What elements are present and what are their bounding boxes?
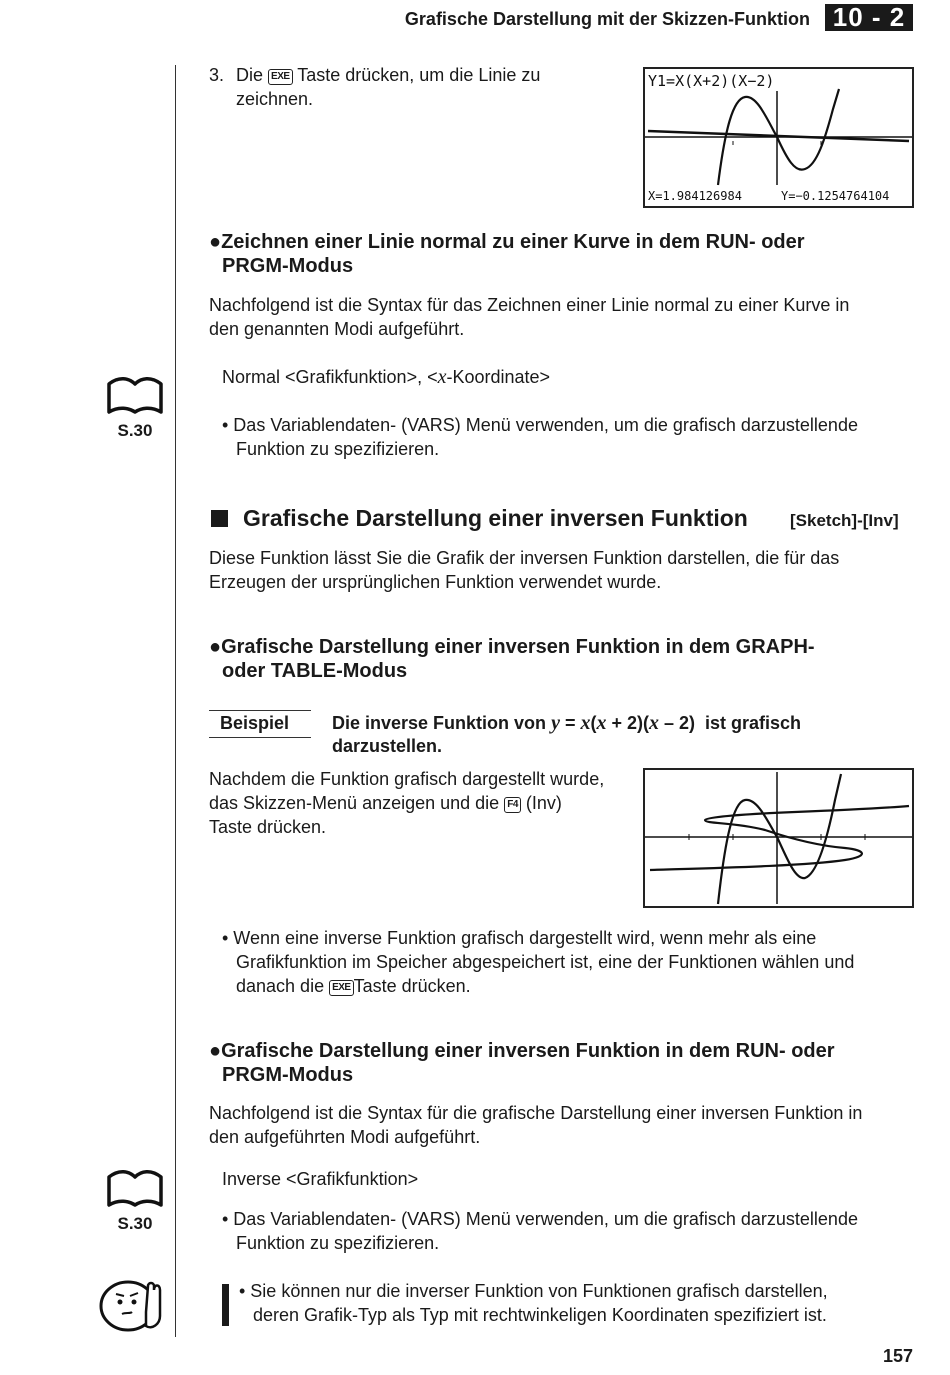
exe-key-icon: EXE [268, 69, 293, 85]
subheading-graph-table-line2: oder TABLE-Modus [222, 660, 408, 682]
page-number: 157 [882, 1346, 913, 1366]
bullet-vars-normal: • Das Variablendaten- (VARS) Menü verwenden, um die grafisch darzustellende [222, 415, 858, 435]
section-square-marker [211, 510, 228, 527]
bullet-vars-normal-line2: Funktion zu spezifizieren. [236, 439, 440, 459]
screen-graph [645, 69, 912, 206]
subheading-inverse-run: ●Grafische Darstellung einer inversen Funktion in dem RUN- oder [209, 1040, 835, 1062]
subheading-normal-run-line2: PRGM-Modus [222, 255, 354, 277]
book-reference-1 [105, 376, 165, 441]
subheading-normal-run: ●Zeichnen einer Linie normal zu einer Kurve in dem RUN- oder [209, 231, 805, 253]
running-header-title: Grafische Darstellung mit der Skizzen-Funktion [404, 9, 810, 29]
note-bar [222, 1284, 229, 1326]
example-label: Beispiel [220, 713, 290, 733]
calculator-screen-inverse [643, 768, 914, 908]
paragraph-inverse-intro-line2: Erzeugen der ursprünglichen Funktion verwendet wurde. [209, 572, 662, 592]
original-curve [718, 774, 841, 904]
paragraph-inverse-syntax-line2: den aufgeführten Modi aufgeführt. [209, 1127, 481, 1147]
subheading-graph-table: ●Grafische Darstellung einer inversen Funktion in dem GRAPH- [209, 636, 815, 658]
note-text-line2: deren Grafik-Typ als Typ mit rechtwinkeligen Koordinaten spezifiziert ist. [253, 1305, 827, 1325]
step-3-text-line2: zeichnen. [236, 89, 314, 109]
paragraph-inverse-syntax: Nachfolgend ist die Syntax für die grafische Darstellung einer inversen Funktion in [209, 1103, 863, 1123]
example-statement-line2: darzustellen. [332, 736, 443, 756]
example-desc-line3: Taste drücken. [209, 817, 327, 837]
screen-function-label: Y1=X(X+2)(X−2) [648, 72, 775, 90]
note-thinking-face-icon [98, 1276, 164, 1337]
syntax-normal: Normal <Grafikfunktion>, <x-Koordinate> [222, 366, 551, 388]
screen-y-readout: Y=−0.1254764104 [781, 189, 890, 203]
bullet-select-function-line2: Grafikfunktion im Speicher abgespeichert ist, eine der Funktionen wählen und [236, 952, 855, 972]
example-statement: Die inverse Funktion von y = x(x + 2)(x – 2) ist grafisch [332, 712, 802, 734]
f4-key-icon: F4 [504, 797, 521, 813]
section-menu-tag: [Sketch]-[Inv] [790, 511, 899, 530]
book-icon [105, 376, 165, 416]
bullet-vars-inverse-line2: Funktion zu spezifizieren. [236, 1233, 440, 1253]
example-bottom-rule [209, 737, 311, 738]
note-text: • Sie können nur die inverser Funktion von Funktionen grafisch darstellen, [239, 1281, 828, 1301]
screen-x-readout: X=1.984126984 [648, 189, 742, 203]
example-desc-line1: Nachdem die Funktion grafisch dargestellt wurde, [209, 769, 605, 789]
screen-inverse-graph [645, 770, 912, 906]
subheading-inverse-run-line2: PRGM-Modus [222, 1064, 354, 1086]
syntax-inverse: Inverse <Grafikfunktion> [222, 1169, 419, 1189]
calculator-screen-normal-line [643, 67, 914, 208]
paragraph-normal-syntax-line2: den genannten Modi aufgeführt. [209, 319, 465, 339]
step-number: 3. [209, 65, 225, 85]
section-title-inverse: Grafische Darstellung einer inversen Funktion [243, 505, 748, 531]
paragraph-normal-syntax: Nachfolgend ist die Syntax für das Zeichnen einer Linie normal zu einer Kurve in [209, 295, 850, 315]
example-desc-line2: das Skizzen-Menü anzeigen und die F4 (Inv) [209, 793, 562, 813]
page-reference-label: S.30 [117, 421, 153, 440]
bullet-select-function: • Wenn eine inverse Funktion grafisch dargestellt wird, wenn mehr als eine [222, 928, 817, 948]
book-icon [105, 1169, 165, 1209]
book-reference-2 [105, 1169, 165, 1234]
bullet-select-function-line3: danach die EXE Taste drücken. [236, 976, 471, 996]
bullet-vars-inverse: • Das Variablendaten- (VARS) Menü verwenden, um die grafisch darzustellende [222, 1209, 858, 1229]
exe-key-icon: EXE [329, 980, 354, 996]
example-top-rule [209, 710, 311, 711]
paragraph-inverse-intro: Diese Funktion lässt Sie die Grafik der inversen Funktion darstellen, die für das [209, 548, 840, 568]
step-3-text: Die EXE Taste drücken, um die Linie zu [236, 65, 541, 85]
margin-rule [175, 65, 176, 1337]
page-reference-label: S.30 [117, 1214, 153, 1233]
section-number-badge: 10 - 2 [825, 4, 913, 31]
